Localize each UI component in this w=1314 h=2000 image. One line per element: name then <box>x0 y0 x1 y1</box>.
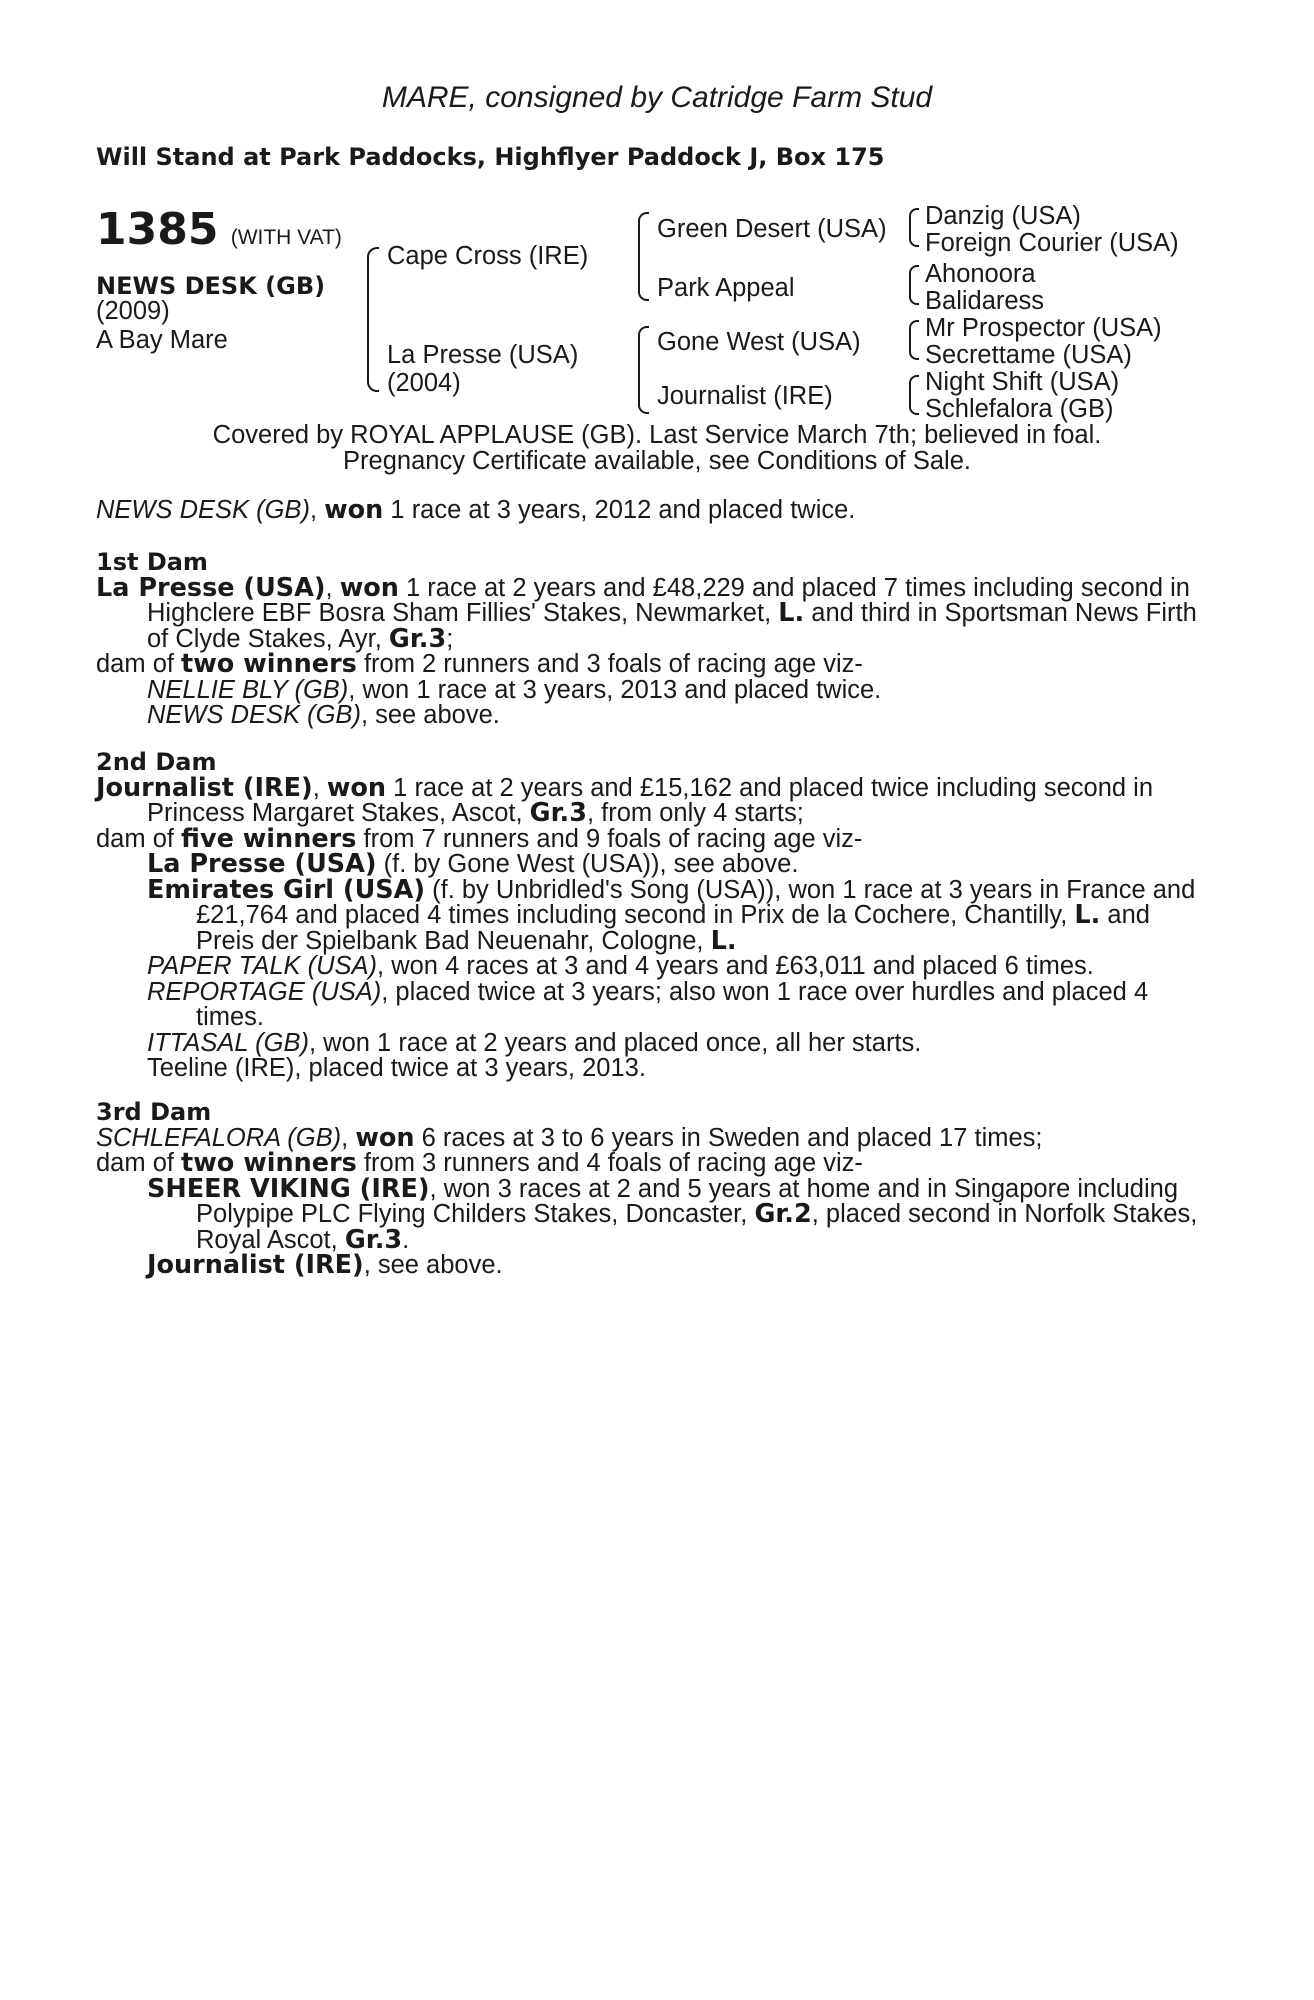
dam-line: of Clyde Stakes, Ayr, Gr.3; <box>147 623 454 654</box>
produce-entry: SHEER VIKING (IRE), won 3 races at 2 and 5 years at home and in Singapore including <box>147 1173 1179 1204</box>
group-tag: Gr.3 <box>388 623 447 654</box>
winners-count: two winners <box>181 649 357 679</box>
dam-record: 1 race at 2 years and £15,162 and placed twice including second in <box>386 773 1154 802</box>
produce-entry: ITTASAL (GB), won 1 race at 2 years and placed once, all her starts. <box>147 1028 922 1057</box>
winners-count: five winners <box>181 823 357 854</box>
section-heading: 1st Dam <box>96 548 208 576</box>
lot-number-value: 1385 <box>96 204 219 255</box>
first-dam-section <box>96 550 1204 729</box>
pedigree-gen3-3: Ahonoora <box>925 260 1036 288</box>
produce-name: REPORTAGE (USA) <box>147 977 382 1006</box>
produce-entry: Teeline (IRE), placed twice at 3 years, 2013. <box>147 1054 646 1082</box>
dam-record: 6 races at 3 to 6 years in Sweden and placed 17 times; <box>414 1123 1043 1152</box>
pedigree-gen3-2: Foreign Courier (USA) <box>925 229 1179 257</box>
produce-entry: PAPER TALK (USA), won 4 races at 3 and 4 years and £63,011 and placed 6 times. <box>147 952 1094 980</box>
dam-line: SCHLEFALORA (GB), won 6 races at 3 to 6 years in Sweden and placed 17 times; <box>96 1122 1043 1153</box>
produce-name: SHEER VIKING (IRE) <box>147 1173 430 1204</box>
pedigree-sire-dam: Park Appeal <box>657 274 795 302</box>
horse-name: NEWS DESK (GB) <box>96 272 326 300</box>
horse-description: A Bay Mare <box>96 326 228 354</box>
pedigree-brace-journalist <box>909 375 919 415</box>
pedigree-gen3-6: Secrettame (USA) <box>925 341 1132 369</box>
produce-name: ITTASAL (GB) <box>147 1028 310 1057</box>
third-dam-section <box>96 1100 1204 1279</box>
won-label: won <box>355 1122 415 1153</box>
listed-tag: L. <box>710 925 737 956</box>
produce-name: Journalist (IRE) <box>147 1250 364 1280</box>
stand-location: Will Stand at Park Paddocks, Highflyer Paddock J, Box 175 <box>96 143 885 171</box>
pedigree-sire: Cape Cross (IRE) <box>387 242 589 270</box>
horse-performance: NEWS DESK (GB), won 1 race at 3 years, 2012 and placed twice. <box>96 495 856 525</box>
pedigree-dam-dam: Journalist (IRE) <box>657 382 833 410</box>
produce-summary: dam of two winners from 3 runners and 4 foals of racing age viz- <box>96 1148 863 1178</box>
pedigree-brace-gen1 <box>367 247 379 392</box>
section-heading: 2nd Dam <box>96 748 217 776</box>
vat-note: (WITH VAT) <box>230 226 342 249</box>
pedigree-dam: La Presse (USA) <box>387 341 579 369</box>
second-dam-section <box>96 750 1204 1082</box>
pedigree-sire-sire: Green Desert (USA) <box>657 215 887 243</box>
dam-line: Journalist (IRE), won 1 race at 2 years and £15,162 and placed twice including second in <box>96 772 1154 803</box>
pedigree-gen3-8: Schlefalora (GB) <box>925 395 1114 423</box>
dam-line: Highclere EBF Bosra Sham Fillies' Stakes, Newmarket, L. and third in Sportsman News Firth <box>147 598 1197 628</box>
produce-entry: Journalist (IRE), see above. <box>147 1250 503 1280</box>
group-tag: Gr.2 <box>754 1199 812 1229</box>
produce-entry: La Presse (USA) (f. by Gone West (USA)), see above. <box>147 849 799 879</box>
produce-name: NEWS DESK (GB) <box>147 701 361 729</box>
produce-entry: NEWS DESK (GB), see above. <box>147 701 500 729</box>
produce-entry: Emirates Girl (USA) (f. by Unbridled's Song (USA)), won 1 race at 3 years in France and <box>147 874 1196 905</box>
dam-line: Princess Margaret Stakes, Ascot, Gr.3, from only 4 starts; <box>147 798 804 828</box>
produce-summary: dam of five winners from 7 runners and 9 foals of racing age viz- <box>96 823 863 854</box>
produce-entry-cont: Royal Ascot, Gr.3. <box>196 1224 410 1255</box>
foaling-year: (2009) <box>96 297 170 325</box>
produce-entry-cont: Preis der Spielbank Bad Neuenahr, Cologne, L. <box>196 925 737 956</box>
pedigree-dam-year: (2004) <box>387 369 461 397</box>
won-label: won <box>326 772 387 803</box>
produce-name: La Presse (USA) <box>147 849 377 879</box>
pedigree-brace-sire <box>638 212 649 301</box>
produce-entry-cont: times. <box>196 1003 265 1031</box>
dam-name: Journalist (IRE) <box>96 772 313 803</box>
group-tag: Gr.3 <box>529 798 587 828</box>
dam-name: SCHLEFALORA (GB) <box>96 1123 342 1152</box>
pedigree-brace-park-appeal <box>909 265 919 305</box>
covered-line-1: Covered by ROYAL APPLAUSE (GB). Last Service March 7th; believed in foal. <box>212 421 1102 449</box>
group-tag: Gr.3 <box>344 1224 403 1255</box>
lot-number <box>96 205 342 263</box>
pedigree-brace-green-desert <box>909 208 919 247</box>
dam-name: La Presse (USA) <box>96 572 326 603</box>
listed-tag: L. <box>1074 900 1101 930</box>
performance-horse-name: NEWS DESK (GB) <box>96 496 310 524</box>
produce-entry-cont: £21,764 and placed 4 times including second in Prix de la Cochere, Chantilly, L. and <box>196 900 1150 930</box>
section-heading: 3rd Dam <box>96 1098 212 1126</box>
performance-text: 1 race at 3 years, 2012 and placed twice. <box>383 496 856 524</box>
pedigree-gen3-5: Mr Prospector (USA) <box>925 314 1162 342</box>
produce-entry-cont: Polypipe PLC Flying Childers Stakes, Doncaster, Gr.2, placed second in Norfolk Stakes, <box>196 1199 1198 1229</box>
produce-entry: NELLIE BLY (GB), won 1 race at 3 years, 2013 and placed twice. <box>147 675 882 704</box>
produce-name: NELLIE BLY (GB) <box>147 675 349 704</box>
winners-count: two winners <box>181 1148 357 1178</box>
consignor-title: MARE, consigned by Catridge Farm Stud <box>381 81 933 114</box>
produce-name: Emirates Girl (USA) <box>147 874 426 905</box>
dam-record: 1 race at 2 years and £48,229 and placed 7 times including second in <box>398 573 1190 602</box>
pedigree-gen3-4: Balidaress <box>925 287 1045 315</box>
produce-name: PAPER TALK (USA) <box>147 952 378 980</box>
pedigree-dam-sire: Gone West (USA) <box>657 328 861 356</box>
produce-summary: dam of two winners from 2 runners and 3 foals of racing age viz- <box>96 649 863 679</box>
covered-line-2: Pregnancy Certificate available, see Conditions of Sale. <box>343 447 971 475</box>
dam-line: La Presse (USA), won 1 race at 2 years and £48,229 and placed 7 times including second in <box>96 572 1190 603</box>
won-label: won <box>324 495 384 525</box>
listed-tag: L. <box>778 598 805 628</box>
produce-entry: REPORTAGE (USA), placed twice at 3 years; also won 1 race over hurdles and placed 4 <box>147 977 1149 1006</box>
pedigree-gen3-1: Danzig (USA) <box>925 202 1081 230</box>
pedigree-brace-gone-west <box>909 320 919 360</box>
won-label: won <box>339 572 399 603</box>
pedigree-gen3-7: Night Shift (USA) <box>925 368 1120 396</box>
pedigree-brace-dam <box>638 326 649 414</box>
covered-note <box>0 422 1314 474</box>
